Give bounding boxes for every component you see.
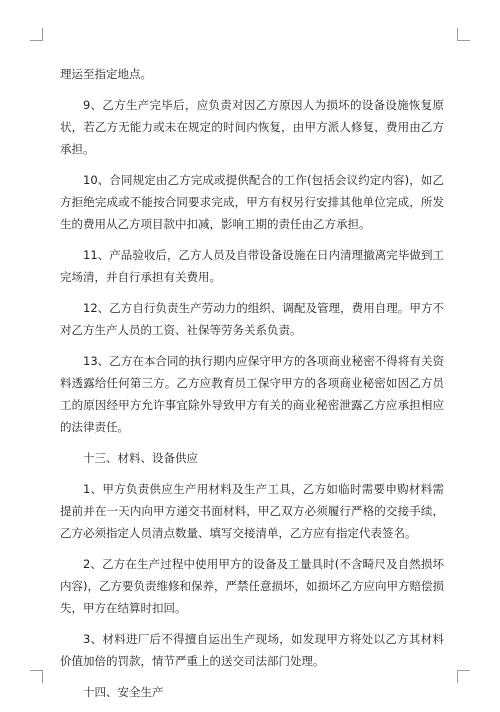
- crop-mark-top-left: [30, 28, 43, 41]
- clause-13: 13、乙方在本合同的执行期内应保守甲方的各项商业秘密不得将有关资料透露给任何第三方。乙方应教育员工保守甲方的各项商业秘密如因乙方员工的原因经甲方允许事宜除外导致甲方有关的商业秘密泄露乙方应承担相应的法律责任。: [60, 354, 444, 434]
- crop-mark-bottom-right: [457, 670, 470, 683]
- clause-10: 10、合同规定由乙方完成或提供配合的工作(包括会议约定内容)，如乙方拒绝完成或不能按合同要求完成，甲方有权另行安排其他单位完成，所发生的费用从乙方项目款中扣减，影响工期的责任由乙方承担。: [60, 173, 444, 231]
- section-heading-14: 十四、安全生产: [83, 685, 164, 699]
- clause-9: 9、乙方生产完毕后，应负责对因乙方原因人为损坏的设备设施恢复原状，若乙方无能力或未在规定的时间内恢复，由甲方派人修复，费用由乙方承担。: [60, 98, 444, 156]
- materials-clause-2: 2、乙方在生产过程中使用甲方的设备及工量具时(不含畸尺及自然损坏内容)，乙方要负责维修和保养，严禁任意损坏，如损坏乙方应向甲方赔偿损失，甲方在结算时扣回。: [60, 557, 444, 615]
- materials-clause-3: 3、材料进厂后不得擅自运出生产现场，如发现甲方将处以乙方其材料价值加倍的罚款，情节严重上的送交司法部门处理。: [60, 632, 444, 668]
- paragraph-continuation: 理运至指定地点。: [60, 67, 152, 81]
- clause-12: 12、乙方自行负责生产劳动力的组织、调配及管理，费用自理。甲方不对乙方生产人员的工资、社保等劳务关系负责。: [60, 301, 444, 337]
- crop-mark-top-right: [457, 28, 470, 41]
- section-heading-13: 十三、材料、设备供应: [83, 451, 198, 465]
- materials-clause-1: 1、甲方负责供应生产用材料及生产工具，乙方如临时需要申购材料需提前并在一天内向甲方递交书面材料，甲乙双方必须履行严格的交接手续，乙方必须指定人员清点数量、填写交接清单，乙方应有指定代表签名。: [60, 482, 444, 540]
- clause-11: 11、产品验收后，乙方人员及自带设备设施在日内清理撤离完毕做到工完场清，并自行承担有关费用。: [60, 248, 444, 284]
- document-body: [60, 63, 444, 712]
- crop-mark-bottom-left: [30, 670, 43, 683]
